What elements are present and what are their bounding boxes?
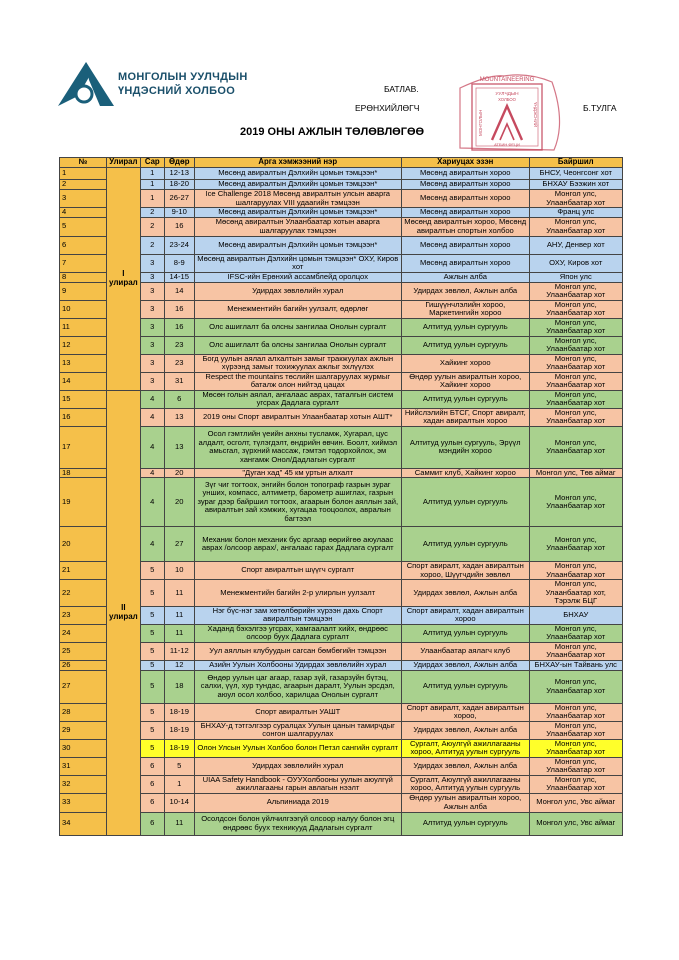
location-cell: Монгол улс, Улаанбаатар хот bbox=[529, 562, 622, 580]
month-cell: 3 bbox=[140, 254, 164, 272]
owner-cell: Нийслэлийн БТСГ, Спорт авиралт, хадан авиралтын хороо bbox=[401, 408, 529, 426]
day-cell: 10-14 bbox=[164, 793, 194, 812]
row-number: 21 bbox=[60, 562, 107, 580]
day-cell: 9-10 bbox=[164, 208, 194, 218]
table-row bbox=[60, 642, 623, 660]
owner-cell: Удирдах зөвлөл, Ажлын алба bbox=[401, 580, 529, 607]
location-cell: БНХАУ Бээжин хот bbox=[529, 180, 622, 190]
table-row bbox=[60, 775, 623, 793]
row-number: 9 bbox=[60, 282, 107, 300]
svg-text:УУЛЧДЫН: УУЛЧДЫН bbox=[495, 92, 519, 97]
owner-cell: Хайкинг хороо bbox=[401, 354, 529, 372]
location-cell: Монгол улс, Улаанбаатар хот bbox=[529, 739, 622, 757]
table-row bbox=[60, 793, 623, 812]
table-body bbox=[60, 168, 623, 836]
column-header: Байршил bbox=[529, 158, 622, 168]
page-title: 2019 ОНЫ АЖЛЫН ТӨЛӨВЛӨГӨӨ bbox=[240, 126, 425, 138]
day-cell: 12 bbox=[164, 660, 194, 670]
location-cell: Монгол улс, Улаанбаатар хот, Тэрэлж БЦГ bbox=[529, 580, 622, 607]
owner-cell: Улаанбаатар аялагч клуб bbox=[401, 642, 529, 660]
column-header: Улирал bbox=[107, 158, 141, 168]
table-row bbox=[60, 580, 623, 607]
owner-cell: Мөсөнд авиралтын хороо bbox=[401, 254, 529, 272]
svg-text:МОНГОЛЫН: МОНГОЛЫН bbox=[478, 109, 483, 136]
owner-cell: Алтитуд уулын сургууль bbox=[401, 318, 529, 336]
month-cell: 5 bbox=[140, 721, 164, 739]
day-cell: 18-19 bbox=[164, 721, 194, 739]
owner-cell: Алтитуд уулын сургууль bbox=[401, 527, 529, 562]
owner-cell: Алтитуд уулын сургууль bbox=[401, 390, 529, 408]
owner-cell: Сургалт, Аюулгүй ажиллагааны хороо, Алтитуд уулын сургууль bbox=[401, 775, 529, 793]
month-cell: 3 bbox=[140, 300, 164, 318]
row-number: 11 bbox=[60, 318, 107, 336]
month-cell: 5 bbox=[140, 580, 164, 607]
table-row bbox=[60, 527, 623, 562]
month-cell: 3 bbox=[140, 272, 164, 282]
month-cell: 5 bbox=[140, 660, 164, 670]
row-number: 18 bbox=[60, 468, 107, 478]
event-name-cell: Мөсөнд авиралтын Улаанбаатар хотын аварга шалгаруулах тэмцээн bbox=[194, 217, 401, 236]
owner-cell: Удирдах зөвлөл, Ажлын алба bbox=[401, 721, 529, 739]
row-number: 15 bbox=[60, 390, 107, 408]
month-cell: 5 bbox=[140, 562, 164, 580]
location-cell: Монгол улс, Улаанбаатар хот bbox=[529, 408, 622, 426]
table-row bbox=[60, 318, 623, 336]
event-name-cell: Удирдах зөвлөлийн хурал bbox=[194, 282, 401, 300]
day-cell: 13 bbox=[164, 408, 194, 426]
mountain-logo-icon bbox=[56, 58, 116, 108]
table-row bbox=[60, 336, 623, 354]
location-cell: БНСУ, Чеонгсонг хот bbox=[529, 168, 622, 180]
row-number: 12 bbox=[60, 336, 107, 354]
period-cell: I улирал bbox=[107, 168, 141, 391]
row-number: 26 bbox=[60, 660, 107, 670]
location-cell: Монгол улс, Улаанбаатар хот bbox=[529, 390, 622, 408]
event-name-cell: БНХАУ-д тэтгэлгээр суралцах Уулын цанын тамирчдыг сонгон шалгаруулах bbox=[194, 721, 401, 739]
row-number: 22 bbox=[60, 580, 107, 607]
owner-cell: Өндөр уулын авиралтын хороо, Хайкинг хороо bbox=[401, 372, 529, 390]
row-number: 27 bbox=[60, 670, 107, 703]
day-cell: 11 bbox=[164, 580, 194, 607]
row-number: 28 bbox=[60, 703, 107, 721]
column-header: Арга хэмжээний нэр bbox=[194, 158, 401, 168]
day-cell: 6 bbox=[164, 390, 194, 408]
row-number: 2 bbox=[60, 180, 107, 190]
location-cell: Монгол улс, Улаанбаатар хот bbox=[529, 775, 622, 793]
day-cell: 10 bbox=[164, 562, 194, 580]
table-row bbox=[60, 390, 623, 408]
table-row bbox=[60, 478, 623, 527]
owner-cell: Алтитуд уулын сургууль bbox=[401, 478, 529, 527]
table-header-row bbox=[60, 158, 623, 168]
day-cell: 23-24 bbox=[164, 236, 194, 254]
table-row bbox=[60, 562, 623, 580]
owner-cell: Мөсөнд авиралтын хороо bbox=[401, 180, 529, 190]
event-name-cell: IFSC-ийн Ерөнхий ассамблейд оролцох bbox=[194, 272, 401, 282]
location-cell: Монгол улс, Улаанбаатар хот bbox=[529, 721, 622, 739]
event-name-cell: UIAA Safety Handbook - ОУУХолбооны уулын аюулгүй ажиллагааны гарын авлагын нээлт bbox=[194, 775, 401, 793]
month-cell: 5 bbox=[140, 606, 164, 624]
location-cell: Монгол улс, Улаанбаатар хот bbox=[529, 190, 622, 208]
month-cell: 1 bbox=[140, 190, 164, 208]
day-cell: 11 bbox=[164, 812, 194, 835]
owner-cell: Мөсөнд авиралтын хороо bbox=[401, 236, 529, 254]
event-name-cell: Respect the mountains төслийн шалгаруулах журмыг баталж олон нийтэд цацах bbox=[194, 372, 401, 390]
event-name-cell: Богд уулын аялал алхалтын замыг тракжуулах ажлын хүрээнд замыг тохижуулах ажлыг эхлүүлэх bbox=[194, 354, 401, 372]
column-header: Хариуцах эзэн bbox=[401, 158, 529, 168]
month-cell: 4 bbox=[140, 408, 164, 426]
location-cell: Монгол улс, Улаанбаатар хот bbox=[529, 703, 622, 721]
location-cell: Монгол улс, Улаанбаатар хот bbox=[529, 670, 622, 703]
work-plan-table bbox=[59, 157, 623, 836]
table-row bbox=[60, 606, 623, 624]
location-cell: Япон улс bbox=[529, 272, 622, 282]
month-cell: 6 bbox=[140, 775, 164, 793]
column-header: Өдөр bbox=[164, 158, 194, 168]
month-cell: 4 bbox=[140, 390, 164, 408]
table-row bbox=[60, 272, 623, 282]
table-row bbox=[60, 757, 623, 775]
event-name-cell: Уул аяллын клубуудын сагсан бөмбөгийн тэмцээн bbox=[194, 642, 401, 660]
table-row bbox=[60, 468, 623, 478]
table-row bbox=[60, 208, 623, 218]
event-name-cell: Мөсөн голын аялал, ангалаас аврах, таталгын систем угсрах Дадлага сургалт bbox=[194, 390, 401, 408]
table-row bbox=[60, 254, 623, 272]
row-number: 29 bbox=[60, 721, 107, 739]
month-cell: 2 bbox=[140, 236, 164, 254]
day-cell: 1 bbox=[164, 775, 194, 793]
event-name-cell: Азийн Уулын Холбооны Удирдах зөвлөлийн хурал bbox=[194, 660, 401, 670]
owner-cell: Ажлын алба bbox=[401, 272, 529, 282]
table-row bbox=[60, 372, 623, 390]
row-number: 3 bbox=[60, 190, 107, 208]
owner-cell: Удирдах зөвлөл, Ажлын алба bbox=[401, 757, 529, 775]
column-header: Сар bbox=[140, 158, 164, 168]
owner-cell: Удирдах зөвлөл, Ажлын алба bbox=[401, 282, 529, 300]
table-row bbox=[60, 236, 623, 254]
location-cell: БНХАУ bbox=[529, 606, 622, 624]
day-cell: 18-19 bbox=[164, 703, 194, 721]
svg-text:ХОЛБОО: ХОЛБОО bbox=[498, 97, 516, 102]
day-cell: 18 bbox=[164, 670, 194, 703]
president-label: ЕРӨНХИЙЛӨГЧ bbox=[355, 103, 420, 113]
table-row bbox=[60, 300, 623, 318]
location-cell: Монгол улс, Улаанбаатар хот bbox=[529, 217, 622, 236]
owner-cell: Удирдах зөвлөл, Ажлын алба bbox=[401, 660, 529, 670]
location-cell: Монгол улс, Төв аймаг bbox=[529, 468, 622, 478]
location-cell: БНХАУ-ын Тайвань улс bbox=[529, 660, 622, 670]
location-cell: Монгол улс, Улаанбаатар хот bbox=[529, 336, 622, 354]
day-cell: 14-15 bbox=[164, 272, 194, 282]
svg-text:АТБИН ФЕЦИ: АТБИН ФЕЦИ bbox=[494, 142, 520, 147]
month-cell: 4 bbox=[140, 468, 164, 478]
table-row bbox=[60, 408, 623, 426]
location-cell: Монгол улс, Улаанбаатар хот bbox=[529, 354, 622, 372]
location-cell: Монгол улс, Улаанбаатар хот bbox=[529, 372, 622, 390]
org-name-line1: МОНГОЛЫН УУЛЧДЫН bbox=[118, 71, 248, 83]
day-cell: 8-9 bbox=[164, 254, 194, 272]
month-cell: 2 bbox=[140, 208, 164, 218]
owner-cell: Саммит клуб, Хайкинг хороо bbox=[401, 468, 529, 478]
month-cell: 1 bbox=[140, 168, 164, 180]
month-cell: 6 bbox=[140, 757, 164, 775]
owner-cell: Мөсөнд авиралтын хороо bbox=[401, 168, 529, 180]
owner-cell: Мөсөнд авиралтын хороо bbox=[401, 208, 529, 218]
row-number: 17 bbox=[60, 426, 107, 468]
table-row bbox=[60, 282, 623, 300]
table-row bbox=[60, 190, 623, 208]
row-number: 31 bbox=[60, 757, 107, 775]
location-cell: АНУ, Денвер хот bbox=[529, 236, 622, 254]
event-name-cell: Менежментийн багийн 2-р улирлын уулзалт bbox=[194, 580, 401, 607]
location-cell: Монгол улс, Улаанбаатар хот bbox=[529, 282, 622, 300]
month-cell: 4 bbox=[140, 478, 164, 527]
month-cell: 3 bbox=[140, 372, 164, 390]
event-name-cell: Осолдсон болон үйлчилгээгүй олсоор налуу болон эгц өндрөөс буух техникууд Дадлагын сургалт bbox=[194, 812, 401, 835]
event-name-cell: Хаданд бэхэлгээ угсрах, хамгаалалт хийх, өндрөөс олсоор буух Дадлага сургалт bbox=[194, 624, 401, 642]
day-cell: 20 bbox=[164, 468, 194, 478]
month-cell: 4 bbox=[140, 527, 164, 562]
owner-cell: Мөсөнд авиралтын хороо bbox=[401, 190, 529, 208]
owner-cell: Спорт авиралт, хадан авиралтын хороо, Шүүгчдийн зөвлөл bbox=[401, 562, 529, 580]
event-name-cell: Осол гэмтлийн үеийн анхны тусламж, Хугарал, цус алдалт, осголт, түлэгдэлт, өндрийн өвчин. Боолт, хиймэл амьсгал, зүрхний массаж, гэмтэл тодорхойлох, эм хангамж Онол/Дадлагын сургалт bbox=[194, 426, 401, 468]
month-cell: 5 bbox=[140, 642, 164, 660]
day-cell: 16 bbox=[164, 300, 194, 318]
location-cell: Франц улс bbox=[529, 208, 622, 218]
row-number: 8 bbox=[60, 272, 107, 282]
owner-cell: Гишүүнчлэлийн хороо, Маркетингийн хороо bbox=[401, 300, 529, 318]
owner-cell: Мөсөнд авиралтын хороо, Мөсөнд авиралтын спортын холбоо bbox=[401, 217, 529, 236]
row-number: 30 bbox=[60, 739, 107, 757]
event-name-cell: Олон Улсын Уулын Холбоо болон Петзл сангийн сургалт bbox=[194, 739, 401, 757]
row-number: 23 bbox=[60, 606, 107, 624]
event-name-cell: Мөсөнд авиралтын Дэлхийн цомын тэмцээн* bbox=[194, 236, 401, 254]
day-cell: 14 bbox=[164, 282, 194, 300]
location-cell: Монгол улс, Улаанбаатар хот bbox=[529, 642, 622, 660]
event-name-cell: Өндөр уулын цаг агаар, газар зүй, газарзүйн бүтэц, салхи, үүл, хур тундас, агаарын даралт, Уулын эрсдэл, аюул осол холбоо, харилцаа Онолын сургалт bbox=[194, 670, 401, 703]
day-cell: 16 bbox=[164, 318, 194, 336]
row-number: 19 bbox=[60, 478, 107, 527]
row-number: 7 bbox=[60, 254, 107, 272]
owner-cell: Алтитуд уулын сургууль bbox=[401, 336, 529, 354]
event-name-cell: Ice Challenge 2018 Мөсөнд авиралтын улсын аварга шалгаруулах VIII удаагийн тэмцээн bbox=[194, 190, 401, 208]
month-cell: 3 bbox=[140, 354, 164, 372]
event-name-cell: Спорт авиралтын УАШТ bbox=[194, 703, 401, 721]
month-cell: 3 bbox=[140, 318, 164, 336]
table-row bbox=[60, 217, 623, 236]
day-cell: 5 bbox=[164, 757, 194, 775]
day-cell: 16 bbox=[164, 217, 194, 236]
owner-cell: Алтитуд уулын сургууль bbox=[401, 670, 529, 703]
owner-cell: Алтитуд уулын сургууль bbox=[401, 624, 529, 642]
month-cell: 4 bbox=[140, 426, 164, 468]
month-cell: 5 bbox=[140, 670, 164, 703]
location-cell: Монгол улс, Увс аймаг bbox=[529, 793, 622, 812]
official-stamp bbox=[420, 62, 578, 158]
day-cell: 11 bbox=[164, 606, 194, 624]
day-cell: 23 bbox=[164, 354, 194, 372]
table-row bbox=[60, 168, 623, 180]
location-cell: Монгол улс, Увс аймаг bbox=[529, 812, 622, 835]
day-cell: 27 bbox=[164, 527, 194, 562]
month-cell: 3 bbox=[140, 282, 164, 300]
event-name-cell: Спорт авиралтын шүүгч сургалт bbox=[194, 562, 401, 580]
event-name-cell: Мөсөнд авиралтын Дэлхийн цомын тэмцээн* bbox=[194, 180, 401, 190]
table-row bbox=[60, 739, 623, 757]
table-row bbox=[60, 660, 623, 670]
month-cell: 5 bbox=[140, 703, 164, 721]
owner-cell: Алтитуд уулын сургууль, Эрүүл мэндийн хороо bbox=[401, 426, 529, 468]
month-cell: 3 bbox=[140, 336, 164, 354]
day-cell: 31 bbox=[164, 372, 194, 390]
column-header: № bbox=[60, 158, 107, 168]
approve-label: БАТЛАВ. bbox=[384, 84, 419, 94]
row-number: 4 bbox=[60, 208, 107, 218]
row-number: 1 bbox=[60, 168, 107, 180]
month-cell: 2 bbox=[140, 217, 164, 236]
day-cell: 20 bbox=[164, 478, 194, 527]
day-cell: 13 bbox=[164, 426, 194, 468]
event-name-cell: Альпиниада 2019 bbox=[194, 793, 401, 812]
owner-cell: Спорт авиралт, хадан авиралтын хороо bbox=[401, 606, 529, 624]
event-name-cell: Нэг бүс-нэг зам хөтөлбөрийн хүрээн дахь Спорт авиралтын тэмцээн bbox=[194, 606, 401, 624]
day-cell: 26-27 bbox=[164, 190, 194, 208]
event-name-cell: Удирдах зөвлөлийн хурал bbox=[194, 757, 401, 775]
day-cell: 12-13 bbox=[164, 168, 194, 180]
table-row bbox=[60, 670, 623, 703]
location-cell: Монгол улс, Улаанбаатар хот bbox=[529, 318, 622, 336]
day-cell: 11-12 bbox=[164, 642, 194, 660]
event-name-cell: Олс ашиглалт ба олсны зангилаа Онолын сургалт bbox=[194, 318, 401, 336]
owner-cell: Өндөр уулын авиралтын хороо, Ажлын алба bbox=[401, 793, 529, 812]
location-cell: Монгол улс, Улаанбаатар хот bbox=[529, 300, 622, 318]
row-number: 10 bbox=[60, 300, 107, 318]
table-row bbox=[60, 354, 623, 372]
event-name-cell: Олс ашиглалт ба олсны зангилаа Онолын сургалт bbox=[194, 336, 401, 354]
document-header bbox=[0, 0, 679, 155]
row-number: 25 bbox=[60, 642, 107, 660]
svg-text:ҮНДЭСНИЙ: ҮНДЭСНИЙ bbox=[533, 102, 538, 128]
location-cell: ОХУ, Киров хот bbox=[529, 254, 622, 272]
location-cell: Монгол улс, Улаанбаатар хот bbox=[529, 527, 622, 562]
owner-cell: Сургалт, Аюулгүй ажиллагааны хороо, Алтитуд уулын сургууль bbox=[401, 739, 529, 757]
row-number: 34 bbox=[60, 812, 107, 835]
owner-cell: Алтитуд уулын сургууль bbox=[401, 812, 529, 835]
table-row bbox=[60, 180, 623, 190]
table-row bbox=[60, 426, 623, 468]
row-number: 14 bbox=[60, 372, 107, 390]
day-cell: 23 bbox=[164, 336, 194, 354]
row-number: 13 bbox=[60, 354, 107, 372]
signer-name: Б.ТУЛГА bbox=[583, 103, 617, 113]
period-cell: II улирал bbox=[107, 390, 141, 835]
event-name-cell: 2019 оны Спорт авиралтын Улаанбаатар хотын АШТ* bbox=[194, 408, 401, 426]
table-row bbox=[60, 721, 623, 739]
event-name-cell: Менежментийн багийн уулзалт, өдөрлөг bbox=[194, 300, 401, 318]
event-name-cell: Мөсөнд авиралтын Дэлхийн цомын тэмцээн* bbox=[194, 208, 401, 218]
location-cell: Монгол улс, Улаанбаатар хот bbox=[529, 478, 622, 527]
month-cell: 1 bbox=[140, 180, 164, 190]
location-cell: Монгол улс, Улаанбаатар хот bbox=[529, 624, 622, 642]
month-cell: 6 bbox=[140, 812, 164, 835]
owner-cell: Спорт авиралт, хадан авиралтын хороо, bbox=[401, 703, 529, 721]
table-row bbox=[60, 624, 623, 642]
org-name-line2: ҮНДЭСНИЙ ХОЛБОО bbox=[118, 85, 236, 97]
event-name-cell: "Дуган хад" 45 км уртын алхалт bbox=[194, 468, 401, 478]
row-number: 5 bbox=[60, 217, 107, 236]
month-cell: 5 bbox=[140, 624, 164, 642]
row-number: 6 bbox=[60, 236, 107, 254]
day-cell: 11 bbox=[164, 624, 194, 642]
row-number: 16 bbox=[60, 408, 107, 426]
day-cell: 18-20 bbox=[164, 180, 194, 190]
location-cell: Монгол улс, Улаанбаатар хот bbox=[529, 757, 622, 775]
day-cell: 18-19 bbox=[164, 739, 194, 757]
location-cell: Монгол улс, Улаанбаатар хот bbox=[529, 426, 622, 468]
table-row bbox=[60, 703, 623, 721]
event-name-cell: Мөсөнд авиралтын Дэлхийн цомын тэмцээн* ОХУ, Киров хот bbox=[194, 254, 401, 272]
event-name-cell: Зүг чиг тогтоох, энгийн болон топограф газрын зураг унших, компасс, алтиметр, барометр ашиглах, газрын зураг дээр байршил тогтоох, агаарын болон аяллын зай, авиралтын зай хэмжих, хугацаа тооцоолох, авралын багтээл bbox=[194, 478, 401, 527]
row-number: 24 bbox=[60, 624, 107, 642]
event-name-cell: Мөсөнд авиралтын Дэлхийн цомын тэмцээн* bbox=[194, 168, 401, 180]
month-cell: 6 bbox=[140, 793, 164, 812]
table-row bbox=[60, 812, 623, 835]
row-number: 20 bbox=[60, 527, 107, 562]
month-cell: 5 bbox=[140, 739, 164, 757]
stamp-ring-text: MOUNTAINEERING bbox=[479, 77, 535, 83]
event-name-cell: Механик болон механик бус аргаар өөрийгөө аюулаас аврах /олсоор аврах/, ангалаас гарах Дадлага сургалт bbox=[194, 527, 401, 562]
row-number: 32 bbox=[60, 775, 107, 793]
row-number: 33 bbox=[60, 793, 107, 812]
